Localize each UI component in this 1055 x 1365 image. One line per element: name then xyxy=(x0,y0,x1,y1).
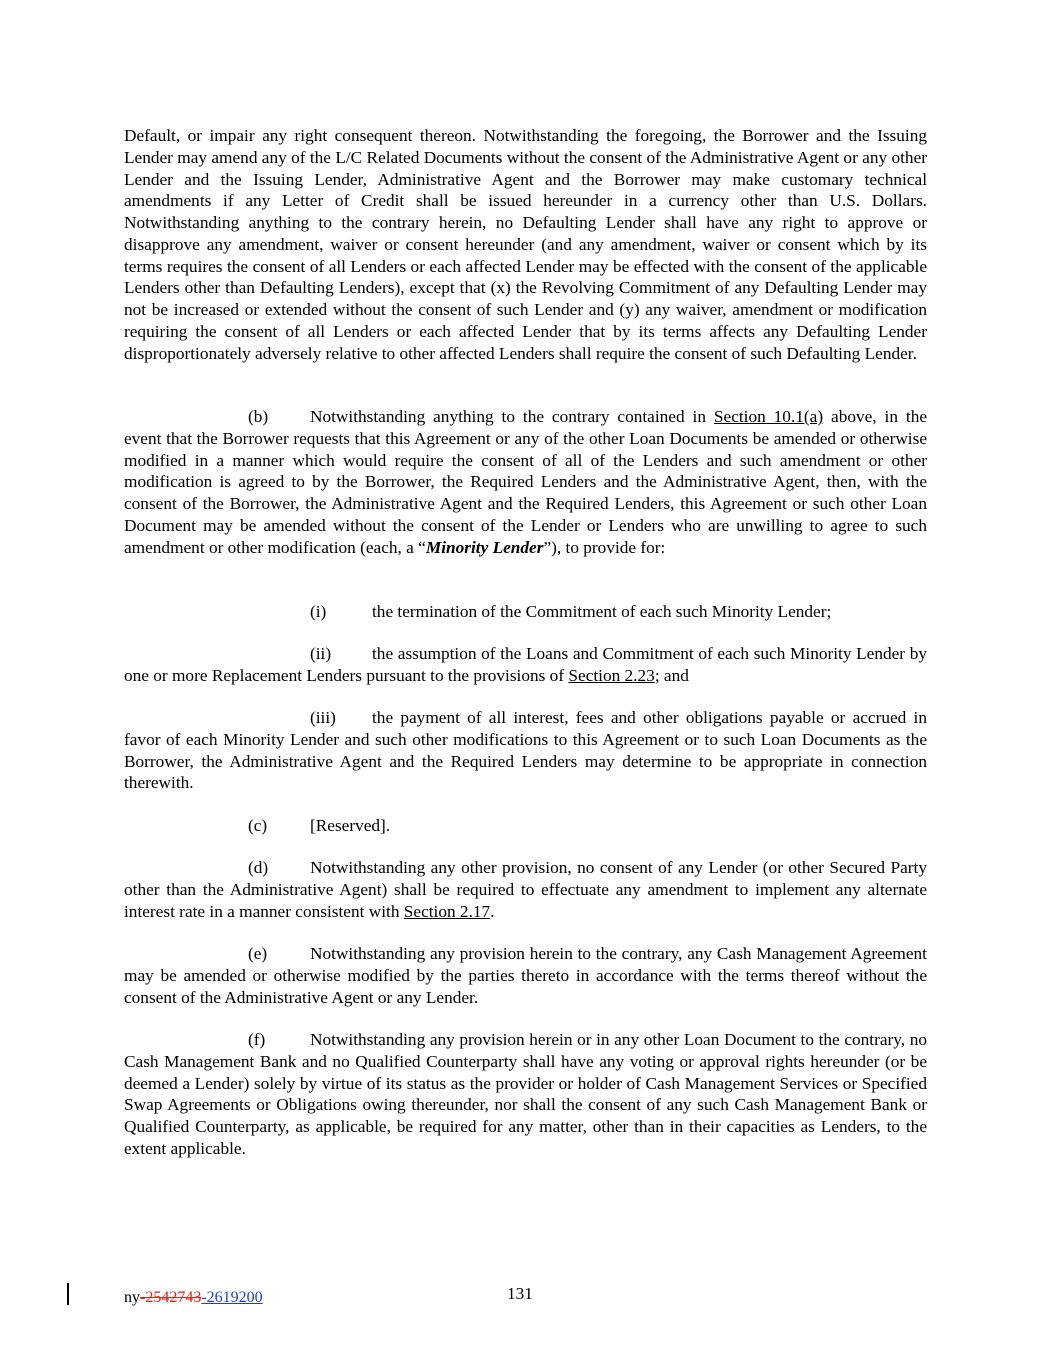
item-iii-label: (iii) xyxy=(310,708,336,727)
paragraph-e-label: (e) xyxy=(248,944,268,963)
revision-change-bar xyxy=(67,1283,69,1305)
opening-paragraph xyxy=(124,125,927,364)
document-id xyxy=(124,1287,263,1309)
paragraph-b-text-3: ”), to provide for: xyxy=(543,537,666,557)
paragraph-d-text-1: Notwithstanding any other provision, no consent of any Lender (or other Secured Party other than the Administrative Agent) shall be required to effectuate any amendment to implement any alternate interest rate in a manner consistent with xyxy=(124,858,927,921)
paragraph-e-text: Notwithstanding any provision herein to the contrary, any Cash Management Agreement may be amended or otherwise modified by the parties thereto in accordance with the terms thereof without the consent of the Administrative Agent or any Lender. xyxy=(124,944,927,1007)
paragraph-f-text: Notwithstanding any provision herein or in any other Loan Document to the contrary, no Cash Management Bank and no Qualified Counterparty shall have any voting or approval rights hereunder (or be deemed a Lender) solely by virtue of its status as the provider or holder of Cash Management Services or Specified Swap Agreements or Obligations owing thereunder, nor shall the consent of any such Cash Management Bank or Qualified Counterparty, as applicable, be required for any matter, other than in their capacities as Lenders, to the extent applicable. xyxy=(124,1030,927,1158)
paragraph-b-text-1: Notwithstanding anything to the contrary contained in xyxy=(310,407,714,426)
section-2-17-reference: Section 2.17 xyxy=(403,901,491,921)
paragraph-c-text: [Reserved]. xyxy=(310,816,391,835)
section-2-23-reference: Section 2.23 xyxy=(568,665,655,685)
paragraph-b-label: (b) xyxy=(248,407,269,426)
deleted-document-number: -2542743 xyxy=(140,1289,202,1306)
item-ii-text-1: the assumption of the Loans and Commitment of each such Minority Lender by one or more Replacement Lenders pursuant to the provisions of xyxy=(124,644,927,685)
paragraph-e xyxy=(124,943,927,1008)
opening-paragraph-text: Default, or impair any right consequent thereon. Notwithstanding the foregoing, the Borrower and the Issuing Lender may amend any of the L/C Related Documents without the consent of the Administrative Agent or any other Lender and the Issuing Lender, Administrative Agent and the Borrower may make customary technical amendments if any Letter of Credit shall be issued hereunder in a currency other than U.S. Dollars. Notwithstanding anything to the contrary herein, no Defaulting Lender shall have any right to approve or disapprove any amendment, waiver or consent hereunder (and any amendment, waiver or consent which by its terms requires the consent of all Lenders or each affected Lender may be effected with the consent of the applicable Lenders other than Defaulting Lenders), except that (x) the Revolving Commitment of any Defaulting Lender may not be increased or extended without the consent of such Lender and (y) any waiver, amendment or modification requiring the consent of all Lenders or each affected Lender that by its terms affects any Defaulting Lender disproportionately adversely relative to other affected Lenders shall require the consent of such Defaulting Lender. xyxy=(124,126,927,363)
paragraph-d xyxy=(124,857,927,922)
paragraph-c-label: (c) xyxy=(248,816,268,835)
item-ii-label: (ii) xyxy=(310,644,332,663)
item-i-text: the termination of the Commitment of each such Minority Lender; xyxy=(372,602,832,621)
item-iii-text: the payment of all interest, fees and other obligations payable or accrued in favor of each Minority Lender and such other modifications to this Agreement or to such Loan Documents as the Borrower, the Administrative Agent and the Required Lenders may determine to be appropriate in connection therewith. xyxy=(124,708,927,793)
document-id-prefix: ny xyxy=(124,1289,140,1306)
item-ii-text-2: ; and xyxy=(654,665,689,685)
minority-lender-term: Minority Lender xyxy=(425,537,544,557)
item-ii xyxy=(124,643,927,687)
section-10-1a-reference: Section 10.1(a) xyxy=(713,407,824,426)
paragraph-d-text-2: . xyxy=(490,901,495,921)
paragraph-b xyxy=(124,406,927,558)
paragraph-b-text-2: above, in the event that the Borrower requests that this Agreement or any of the other Loan Documents be amended or otherwise modified in a manner which would require the consent of all of the Lenders and such amendment or other modification is agreed to by the Borrower, the Required Lenders and the Administrative Agent, then, with the consent of the Borrower, the Administrative Agent and the Required Lenders, this Agreement or such other Loan Document may be amended without the consent of the Lender or Lenders who are unwilling to agree to such amendment or other modification (each, a “ xyxy=(124,407,928,557)
paragraph-f xyxy=(124,1029,927,1160)
page-number: 131 xyxy=(507,1284,533,1303)
item-i-label: (i) xyxy=(310,602,327,621)
item-iii xyxy=(124,707,927,794)
paragraph-c xyxy=(124,815,927,837)
paragraph-d-label: (d) xyxy=(248,858,269,877)
paragraph-f-label: (f) xyxy=(248,1030,266,1049)
item-i xyxy=(124,601,927,623)
inserted-document-number: -2619200 xyxy=(201,1289,263,1306)
